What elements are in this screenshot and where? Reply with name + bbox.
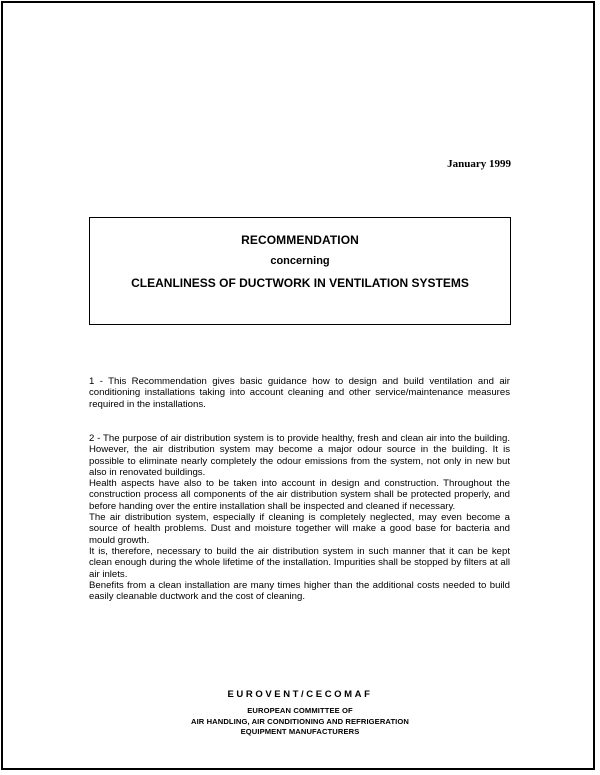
paragraph-2-line: It is, therefore, necessary to build the air distribution system in such manner that it can be kept clean enough during the whole lifetime of the installation. Impurities shall be stopped by filters at all air inlets. [89,545,510,580]
concerning-label: concerning [270,255,330,267]
organization-name: EUROVENT/CECOMAF [227,689,373,700]
paragraph-1 [89,376,510,410]
organization-full-name [0,706,600,738]
organization-name-line: EUROPEAN COMMITTEE OF [247,706,353,715]
document-type-heading: RECOMMENDATION [241,233,359,247]
organization-name-line: AIR HANDLING, AIR CONDITIONING AND REFRIGERATION [191,716,409,726]
paragraph-2-line: Benefits from a clean installation are many times higher than the additional costs needed to build easily cleanable ductwork and the cost of cleaning. [89,579,510,603]
title-box [89,217,511,325]
paragraph-2-line: 2 - The purpose of air distribution system is to provide healthy, fresh and clean air into the building. However, the air distribution system may become a major odour source in the building. It is possible to eliminate nearly completely the odour emissions from the system, not only in new but also in renovated buildings. [89,433,510,478]
paragraph-2-line: The air distribution system, especially if cleaning is completely neglected, may even become a source of health problems. Dust and moisture together will make a good base for bacteria and mould growth. [89,512,510,546]
document-title: CLEANLINESS OF DUCTWORK IN VENTILATION SYSTEMS [131,276,469,290]
paragraph-2 [89,433,510,602]
paragraph-2-line: Health aspects have also to be taken into account in design and construction. Throughout the construction process all components of the air distribution system shall be protected properly, and before handing over the entire installation shall be inspected and cleaned if necessary. [89,478,510,512]
organization-name-line: EQUIPMENT MANUFACTURERS [240,727,360,736]
document-date: January 1999 [447,158,511,170]
paragraph-1-text: 1 - This Recommendation gives basic guidance how to design and build ventilation and air conditioning installations taking into account cleaning and other service/maintenance measures required in the installations. [89,376,510,410]
